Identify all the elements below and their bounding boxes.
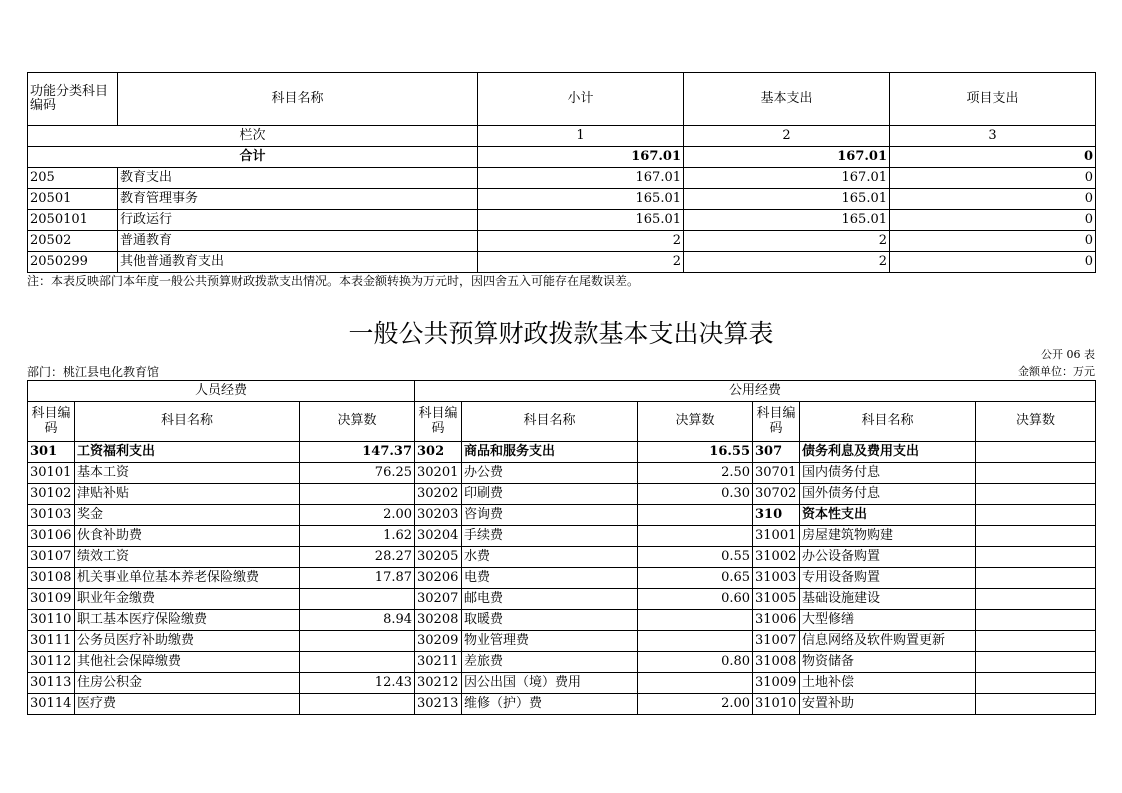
row-code: 30102 (28, 484, 75, 505)
table-row (28, 526, 1096, 547)
row-amount (638, 631, 753, 652)
row-code: 31001 (753, 526, 800, 547)
row-amount: 1.62 (300, 526, 415, 547)
row-name: 物资储备 (800, 652, 976, 673)
row-amount: 16.55 (638, 442, 753, 463)
row-name: 差旅费 (462, 652, 638, 673)
row-name: 国外债务付息 (800, 484, 976, 505)
table-note: 注：本表反映部门本年度一般公共预算财政拨款支出情况。本表金额转换为万元时，因四舍五入可能存在尾数误差。 (27, 274, 640, 288)
row-amount (638, 505, 753, 526)
row-code: 30208 (415, 610, 462, 631)
row-basic: 165.01 (684, 189, 890, 210)
row-code: 30114 (28, 694, 75, 715)
row-amount (976, 652, 1096, 673)
row-amount: 0.55 (638, 547, 753, 568)
row-name: 印刷费 (462, 484, 638, 505)
row-amount (976, 547, 1096, 568)
header-amount: 决算数 (638, 402, 753, 442)
row-code: 20501 (28, 189, 118, 210)
row-code: 31009 (753, 673, 800, 694)
row-basic: 2 (684, 231, 890, 252)
header-code: 科目编码 (415, 402, 462, 442)
row-code: 30209 (415, 631, 462, 652)
row-name: 普通教育 (118, 231, 478, 252)
row-amount: 147.37 (300, 442, 415, 463)
table-row (28, 568, 1096, 589)
row-name: 绩效工资 (75, 547, 300, 568)
row-name: 基本工资 (75, 463, 300, 484)
row-code: 31005 (753, 589, 800, 610)
header-name: 科目名称 (462, 402, 638, 442)
row-name: 其他社会保障缴费 (75, 652, 300, 673)
row-name: 工资福利支出 (75, 442, 300, 463)
header-subtotal: 小计 (478, 73, 684, 126)
table-row (28, 231, 1096, 252)
row-amount: 17.87 (300, 568, 415, 589)
header-amount: 决算数 (300, 402, 415, 442)
row-code: 30203 (415, 505, 462, 526)
row-code: 31002 (753, 547, 800, 568)
row-name: 因公出国（境）费用 (462, 673, 638, 694)
row-code: 30202 (415, 484, 462, 505)
function-expenditure-table (27, 72, 1096, 273)
row-code: 302 (415, 442, 462, 463)
row-amount: 28.27 (300, 547, 415, 568)
table-row (28, 652, 1096, 673)
row-name: 手续费 (462, 526, 638, 547)
row-amount: 0.65 (638, 568, 753, 589)
row-name: 公务员医疗补助缴费 (75, 631, 300, 652)
row-amount (638, 526, 753, 547)
row-code: 30112 (28, 652, 75, 673)
row-name: 基础设施建设 (800, 589, 976, 610)
row-code: 30206 (415, 568, 462, 589)
row-amount: 8.94 (300, 610, 415, 631)
total-subtotal: 167.01 (478, 147, 684, 168)
row-subtotal: 167.01 (478, 168, 684, 189)
row-project: 0 (890, 231, 1096, 252)
table-row (28, 610, 1096, 631)
row-code: 30109 (28, 589, 75, 610)
row-name: 债务利息及费用支出 (800, 442, 976, 463)
row-amount (300, 652, 415, 673)
row-code: 30110 (28, 610, 75, 631)
row-amount: 0.30 (638, 484, 753, 505)
col-index-1: 1 (478, 126, 684, 147)
row-name: 办公设备购置 (800, 547, 976, 568)
table-row (28, 442, 1096, 463)
row-project: 0 (890, 189, 1096, 210)
row-name: 津贴补贴 (75, 484, 300, 505)
row-name: 资本性支出 (800, 505, 976, 526)
row-code: 310 (753, 505, 800, 526)
row-code: 30107 (28, 547, 75, 568)
row-name: 职工基本医疗保险缴费 (75, 610, 300, 631)
row-code: 205 (28, 168, 118, 189)
row-amount (300, 631, 415, 652)
row-name: 住房公积金 (75, 673, 300, 694)
row-amount (976, 526, 1096, 547)
row-amount (976, 610, 1096, 631)
row-name: 信息网络及软件购置更新 (800, 631, 976, 652)
row-name: 专用设备购置 (800, 568, 976, 589)
row-code: 30108 (28, 568, 75, 589)
table-row (28, 189, 1096, 210)
group-public: 公用经费 (415, 381, 1096, 402)
col-index-3: 3 (890, 126, 1096, 147)
header-name: 科目名称 (75, 402, 300, 442)
page-title: 一般公共预算财政拨款基本支出决算表 (348, 319, 774, 348)
row-code: 30101 (28, 463, 75, 484)
row-name: 其他普通教育支出 (118, 252, 478, 273)
header-basic: 基本支出 (684, 73, 890, 126)
row-subtotal: 2 (478, 252, 684, 273)
row-name: 取暖费 (462, 610, 638, 631)
row-basic: 2 (684, 252, 890, 273)
header-code: 功能分类科目编码 (28, 73, 118, 126)
row-amount (976, 568, 1096, 589)
row-code: 30113 (28, 673, 75, 694)
col-index-2: 2 (684, 126, 890, 147)
row-amount: 2.00 (638, 694, 753, 715)
row-name: 水费 (462, 547, 638, 568)
row-amount: 2.00 (300, 505, 415, 526)
row-code: 31003 (753, 568, 800, 589)
row-code: 30211 (415, 652, 462, 673)
table-row (28, 505, 1096, 526)
row-amount (976, 442, 1096, 463)
row-amount (300, 694, 415, 715)
row-amount (976, 589, 1096, 610)
row-code: 2050101 (28, 210, 118, 231)
table-row (28, 589, 1096, 610)
row-amount (638, 610, 753, 631)
row-name: 咨询费 (462, 505, 638, 526)
row-name: 物业管理费 (462, 631, 638, 652)
row-amount: 76.25 (300, 463, 415, 484)
row-code: 2050299 (28, 252, 118, 273)
row-code: 31010 (753, 694, 800, 715)
unit-label: 金额单位：万元 (1018, 365, 1095, 378)
row-code: 301 (28, 442, 75, 463)
row-name: 职业年金缴费 (75, 589, 300, 610)
row-name: 大型修缮 (800, 610, 976, 631)
row-code: 30103 (28, 505, 75, 526)
row-amount (976, 505, 1096, 526)
row-name: 土地补偿 (800, 673, 976, 694)
row-amount (300, 589, 415, 610)
row-name: 维修（护）费 (462, 694, 638, 715)
row-code: 31007 (753, 631, 800, 652)
row-code: 30106 (28, 526, 75, 547)
basic-expenditure-table (27, 380, 1096, 715)
header-name: 科目名称 (118, 73, 478, 126)
table-row (28, 673, 1096, 694)
row-code: 307 (753, 442, 800, 463)
row-basic: 165.01 (684, 210, 890, 231)
row-amount: 12.43 (300, 673, 415, 694)
row-code: 30205 (415, 547, 462, 568)
row-amount (976, 673, 1096, 694)
row-amount (976, 694, 1096, 715)
row-subtotal: 2 (478, 231, 684, 252)
table-number: 公开 06 表 (1041, 348, 1095, 361)
total-label: 合计 (28, 147, 478, 168)
row-code: 30213 (415, 694, 462, 715)
row-amount (976, 631, 1096, 652)
row-name: 办公费 (462, 463, 638, 484)
header-code: 科目编码 (28, 402, 75, 442)
row-amount (976, 484, 1096, 505)
row-project: 0 (890, 168, 1096, 189)
table-row (28, 547, 1096, 568)
row-basic: 167.01 (684, 168, 890, 189)
table-row (28, 631, 1096, 652)
total-project: 0 (890, 147, 1096, 168)
row-code: 30701 (753, 463, 800, 484)
header-project: 项目支出 (890, 73, 1096, 126)
table-row (28, 252, 1096, 273)
table-row (28, 210, 1096, 231)
row-name: 邮电费 (462, 589, 638, 610)
group-personnel: 人员经费 (28, 381, 415, 402)
table-row (28, 168, 1096, 189)
row-project: 0 (890, 252, 1096, 273)
row-code: 31008 (753, 652, 800, 673)
header-code: 科目编码 (753, 402, 800, 442)
row-code: 30201 (415, 463, 462, 484)
row-name: 教育管理事务 (118, 189, 478, 210)
row-subtotal: 165.01 (478, 210, 684, 231)
row-code: 30111 (28, 631, 75, 652)
row-amount: 0.60 (638, 589, 753, 610)
row-name: 伙食补助费 (75, 526, 300, 547)
row-name: 安置补助 (800, 694, 976, 715)
row-amount (300, 484, 415, 505)
row-subtotal: 165.01 (478, 189, 684, 210)
department-label: 部门：桃江县电化教育馆 (27, 365, 160, 379)
row-code: 30212 (415, 673, 462, 694)
row-code: 20502 (28, 231, 118, 252)
row-name: 教育支出 (118, 168, 478, 189)
col-index-label: 栏次 (28, 126, 478, 147)
row-name: 国内债务付息 (800, 463, 976, 484)
header-name: 科目名称 (800, 402, 976, 442)
row-amount (638, 673, 753, 694)
row-amount (976, 463, 1096, 484)
row-name: 机关事业单位基本养老保险缴费 (75, 568, 300, 589)
row-name: 电费 (462, 568, 638, 589)
row-code: 30207 (415, 589, 462, 610)
row-project: 0 (890, 210, 1096, 231)
header-amount: 决算数 (976, 402, 1096, 442)
table-row (28, 694, 1096, 715)
total-basic: 167.01 (684, 147, 890, 168)
row-code: 30204 (415, 526, 462, 547)
row-name: 行政运行 (118, 210, 478, 231)
row-name: 商品和服务支出 (462, 442, 638, 463)
row-amount: 0.80 (638, 652, 753, 673)
row-name: 医疗费 (75, 694, 300, 715)
row-name: 奖金 (75, 505, 300, 526)
row-amount: 2.50 (638, 463, 753, 484)
row-code: 31006 (753, 610, 800, 631)
row-name: 房屋建筑物购建 (800, 526, 976, 547)
table-row (28, 463, 1096, 484)
table-row (28, 484, 1096, 505)
row-code: 30702 (753, 484, 800, 505)
